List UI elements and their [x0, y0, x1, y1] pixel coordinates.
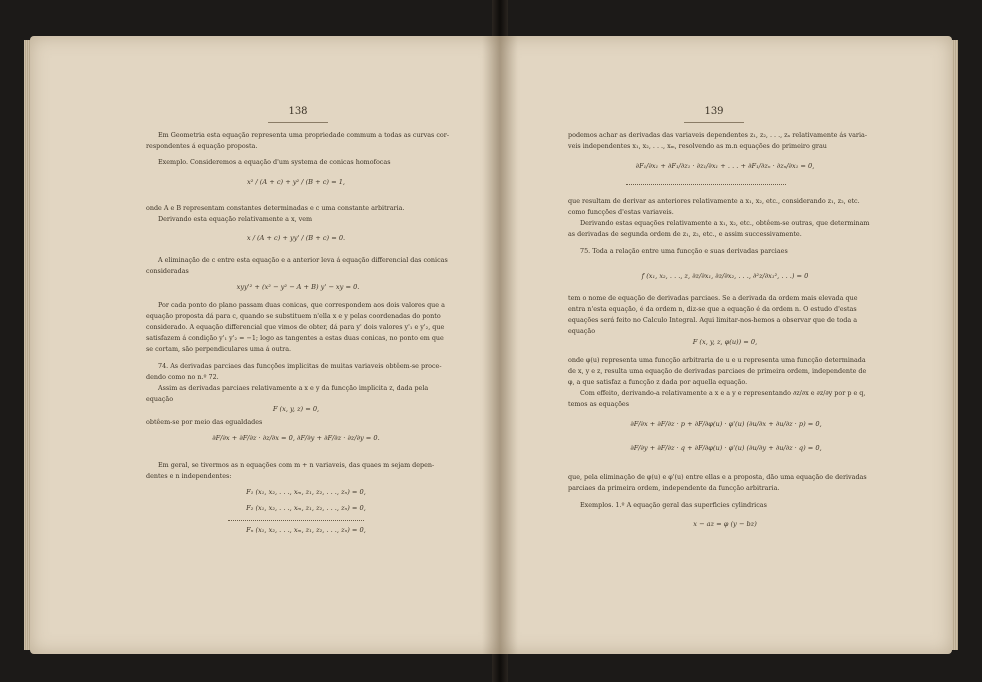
equation: ∂F₁/∂x₁ + ∂F₁/∂z₁ · ∂z₁/∂x₁ + . . . + ∂F₁/∂zₙ · ∂zₙ/∂x₁ = 0, [635, 162, 815, 170]
text-line: temos as equações [568, 400, 629, 408]
text-line: Em geral, se tivermos as n equações com m + n variaveis, das quaes m sejam depen- [158, 461, 435, 469]
text-line: considerado. A equação differencial que vimos de obter, dá para y' dois valores y'₁ e y'₂, que [146, 323, 445, 331]
page-number-right: 139 [704, 106, 724, 117]
dotted-rule [626, 184, 786, 185]
equation: F₂ (x₁, x₂, . . ., xₘ, z₁, z₂, . . ., zₙ) = 0, [246, 504, 366, 512]
text-line: equações será feito no Calculo Integral. Aqui limitar-nos-hemos a observar que de toda a [568, 316, 858, 324]
text-line: Assim as derivadas parciaes relativamente a x e y da funcção implicita z, dada pela [158, 384, 429, 392]
text-line: de x, y e z, resulta uma equação de derivadas parciaes de primeira ordem, independente de [568, 367, 867, 375]
text-line: 75. Toda a relação entre uma funcção e suas derivadas parciaes [580, 247, 788, 255]
equation: Fₙ (x₁, x₂, . . ., xₘ, z₁, z₂, . . ., zₙ) = 0, [246, 526, 366, 534]
text-line: equação [146, 395, 174, 403]
text-line: que, pela eliminação de φ(u) e φ'(u) entre ellas e a proposta, dão uma equação de derivadas [568, 473, 867, 481]
text-line: dendo como no n.º 72. [146, 373, 219, 381]
text-line: onde A e B representam constantes determinadas e c uma constante arbitraria. [146, 204, 405, 212]
gutter-shadow [482, 36, 500, 654]
text-line: as derivadas de segunda ordem de z₁, z₂, etc., e assim successivamente. [568, 230, 802, 238]
equation: xyy'² + (x² − y² − A + B) y' − xy = 0. [236, 283, 360, 291]
text-line: Derivando estas equações relativamente a x₁, x₂, etc., obtêem-se outras, que determinam [580, 219, 870, 227]
text-line: se cortam, são perpendiculares uma á outra. [146, 345, 292, 353]
equation: F (x, y, z) = 0, [272, 405, 320, 413]
text-line: Por cada ponto do plano passam duas conicas, que correspondem aos dois valores que a [158, 301, 445, 309]
text-line: consideradas [146, 267, 189, 275]
text-line: φ, a que satisfaz a funcção z dada por aquella equação. [568, 378, 748, 386]
text-line: obtêem-se por meio das egualdades [146, 418, 263, 426]
text-line: Com effeito, derivando-a relativamente a x e a y e representando ∂z/∂x e ∂z/∂y por p e q, [580, 389, 866, 397]
text-line: Derivando esta equação relativamente a x, vem [158, 215, 313, 223]
dotted-rule [228, 520, 364, 521]
text-line: entra n'esta equação, é da ordem n, diz-se que a equação é da ordem n. O estudo d'estas [568, 305, 857, 313]
equation: ∂F/∂y + ∂F/∂z · q + ∂F/∂φ(u) · φ'(u) (∂u/∂y + ∂u/∂z · q) = 0, [630, 444, 822, 452]
text-line: onde φ(u) representa uma funcção arbitraria de u e u representa uma funcção determinada [568, 356, 866, 364]
text-line: equação proposta dá para c, quando se substituem n'ella x e y pelas coordenadas do ponto [146, 312, 441, 320]
text-line: dentes e n independentes: [146, 472, 232, 480]
equation: x / (A + c) + yy' / (B + c) = 0. [246, 234, 346, 242]
text-line: Exemplo. Consideremos a equação d'um systema de conicas homofocas [158, 158, 391, 166]
text-line: Em Geometria esta equação representa uma propriedade commum a todas as curvas cor- [158, 131, 449, 139]
text-line: que resultam de derivar as anteriores relativamente a x₁, x₂, etc., considerando z₁, z₂, etc. [568, 197, 860, 205]
equation: ∂F/∂x + ∂F/∂z · ∂z/∂x = 0, ∂F/∂y + ∂F/∂z · ∂z/∂y = 0. [212, 434, 380, 442]
equation: F (x, y, z, φ(u)) = 0, [692, 338, 758, 346]
text-line: 74. As derivadas parciaes das funcções implicitas de muitas variaveis obtêem-se proce- [158, 362, 442, 370]
equation: x² / (A + c) + y² / (B + c) = 1, [247, 178, 345, 186]
text-line: veis independentes x₁, x₂, . . ., xₘ, resolvendo as m.n equações do primeiro grau [568, 142, 827, 150]
equation: ∂F/∂x + ∂F/∂z · p + ∂F/∂φ(u) · φ'(u) (∂u/∂x + ∂u/∂z · p) = 0, [630, 420, 822, 428]
text-line: equação [568, 327, 596, 335]
text-line: satisfazem á condição y'₁ y'₂ = −1; logo as tangentes a estas duas conicas, no ponto em que [146, 334, 444, 342]
text-line: A eliminação de c entre esta equação e a anterior leva á equação differencial das conicas [158, 256, 448, 264]
page-number-rule [268, 122, 328, 123]
page-number-rule [684, 122, 744, 123]
text-line: Exemplos. 1.º A equação geral das superficies cylindricas [580, 501, 767, 509]
text-line: tem o nome de equação de derivadas parciaes. Se a derivada da ordem mais elevada que [568, 294, 858, 302]
text-line: parciaes da primeira ordem, independente da funcção arbitraria. [568, 484, 780, 492]
left-page [30, 36, 500, 654]
gutter-shadow [500, 36, 518, 654]
equation: F₁ (x₁, x₂, . . ., xₘ, z₁, z₂, . . ., zₙ) = 0, [246, 488, 366, 496]
right-page [500, 36, 952, 654]
text-line: podemos achar as derivadas das variaveis dependentes z₁, z₂, . . ., zₙ relativamente ás varia- [568, 131, 867, 139]
text-line: respondentes á equação proposta. [146, 142, 258, 150]
equation: f (x₁, x₂, . . ., z, ∂z/∂x₁, ∂z/∂x₂, . . ., ∂²z/∂x₁², . . .) = 0 [641, 272, 809, 280]
page-number-left: 138 [288, 106, 308, 117]
equation: x − az = φ (y − bz) [693, 520, 757, 528]
text-line: como funcções d'estas variaveis. [568, 208, 674, 216]
